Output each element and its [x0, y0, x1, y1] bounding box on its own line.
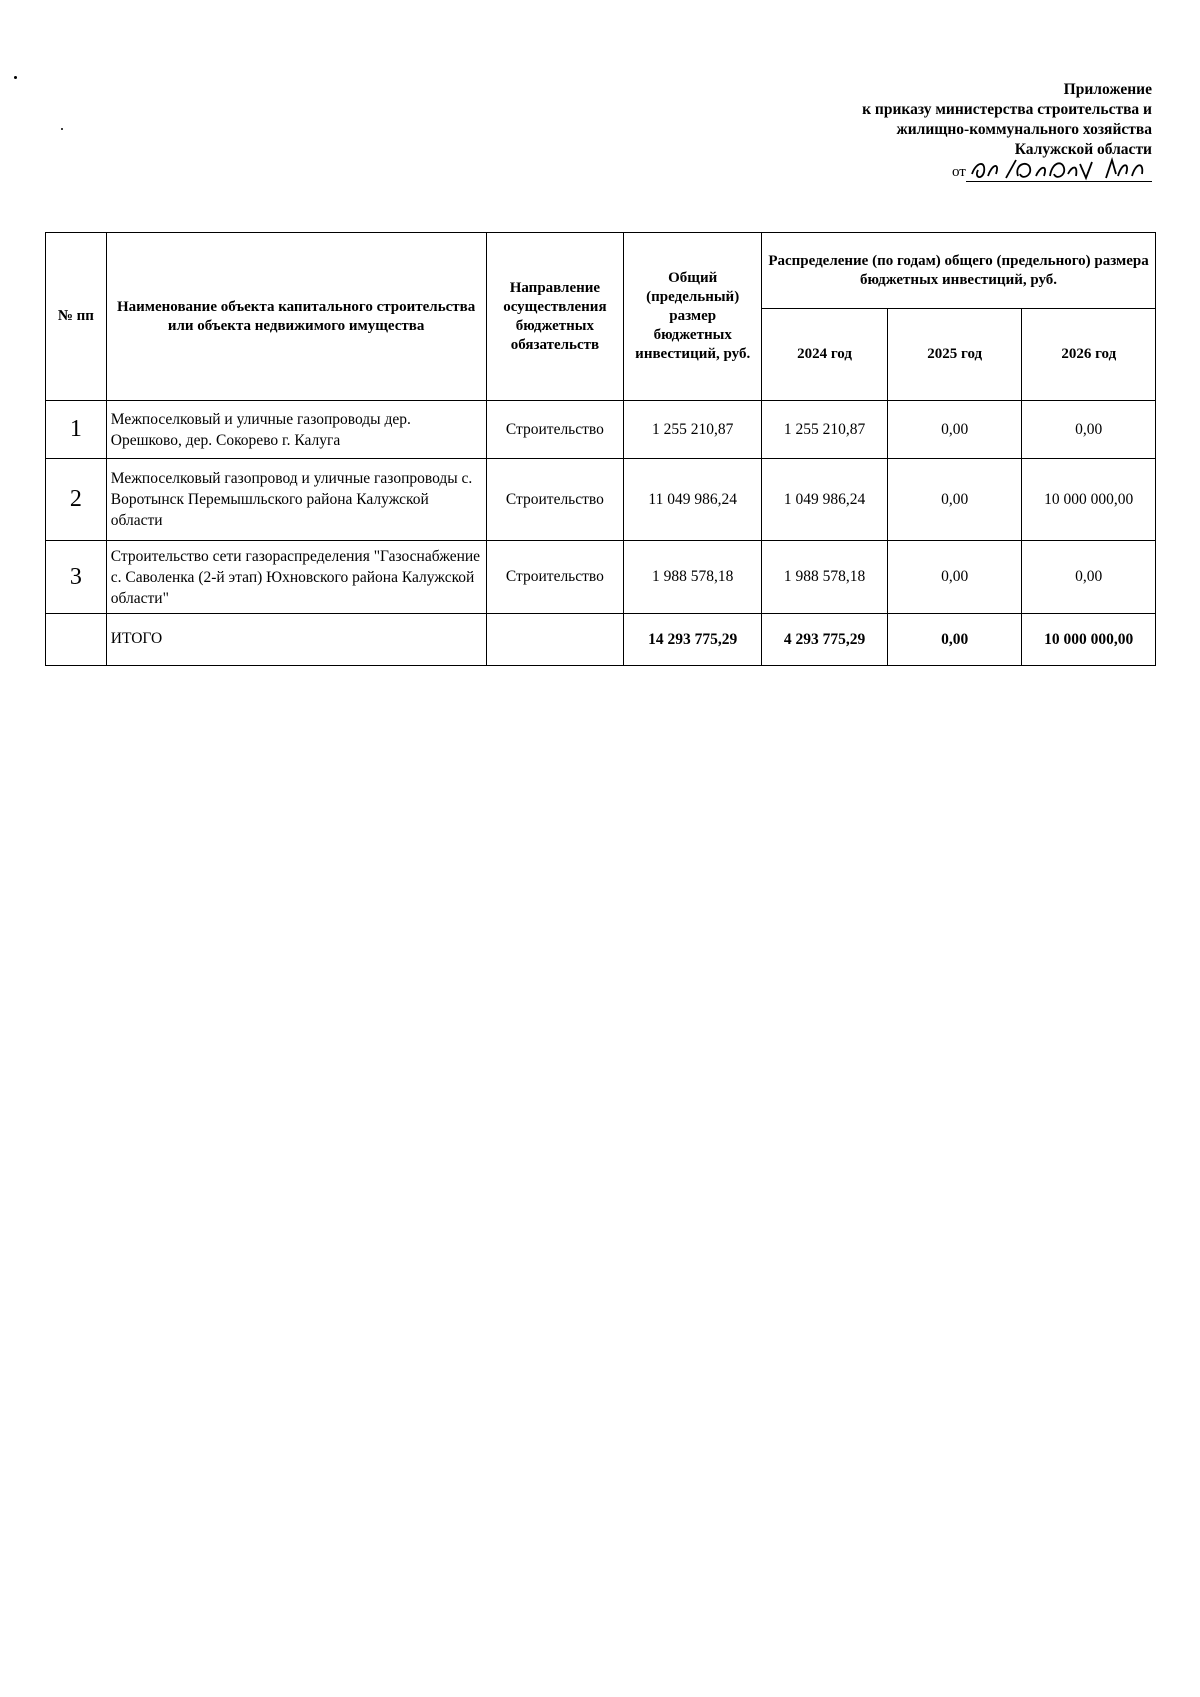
row-number: 3: [46, 541, 107, 614]
date-signature-line: [952, 160, 1152, 186]
col-header-num: № пп: [46, 233, 107, 401]
col-header-2024: 2024 год: [762, 309, 888, 401]
totals-total: 14 293 775,29: [624, 614, 762, 666]
year-2026-cell: 0,00: [1022, 541, 1156, 614]
total-cell: 11 049 986,24: [624, 459, 762, 541]
direction-cell: Строительство: [486, 541, 624, 614]
direction-cell: Строительство: [486, 459, 624, 541]
header-line-order: к приказу министерства строительства и: [862, 101, 1152, 118]
handwritten-date-signature: [966, 154, 1152, 184]
totals-empty-direction: [486, 614, 624, 666]
object-name: Строительство сети газораспределения "Газоснабжение с. Саволенка (2-й этап) Юхновского района Калужской области": [106, 541, 486, 614]
totals-empty-num: [46, 614, 107, 666]
year-2025-cell: 0,00: [887, 459, 1022, 541]
direction-cell: Строительство: [486, 401, 624, 459]
col-header-direction: Направление осуществления бюджетных обязательств: [486, 233, 624, 401]
header-title: Приложение: [1063, 81, 1152, 98]
col-header-2026: 2026 год: [1022, 309, 1156, 401]
year-2025-cell: 0,00: [887, 401, 1022, 459]
totals-label: ИТОГО: [106, 614, 486, 666]
total-cell: 1 255 210,87: [624, 401, 762, 459]
totals-row: [46, 614, 1156, 666]
col-header-distribution: Распределение (по годам) общего (предельного) размера бюджетных инвестиций, руб.: [762, 233, 1156, 309]
object-name: Межпоселковый и уличные газопроводы дер. Орешково, дер. Сокорево г. Калуга: [106, 401, 486, 459]
scan-speck: [14, 76, 17, 79]
table-row: [46, 459, 1156, 541]
year-2026-cell: 10 000 000,00: [1022, 459, 1156, 541]
header-row: [46, 233, 1156, 309]
date-prefix: от: [952, 164, 966, 180]
year-2024-cell: 1 049 986,24: [762, 459, 888, 541]
table-row: [46, 401, 1156, 459]
header-line-region: Калужской области: [1014, 141, 1152, 158]
appendix-header: [592, 80, 1152, 192]
table-row: [46, 541, 1156, 614]
totals-2024: 4 293 775,29: [762, 614, 888, 666]
row-number: 1: [46, 401, 107, 459]
col-header-total: Общий (предельный) размер бюджетных инвестиций, руб.: [624, 233, 762, 401]
year-2026-cell: 0,00: [1022, 401, 1156, 459]
budget-investments-table: [45, 232, 1156, 666]
object-name: Межпоселковый газопровод и уличные газопроводы с. Воротынск Перемышльского района Калужской области: [106, 459, 486, 541]
year-2025-cell: 0,00: [887, 541, 1022, 614]
year-2024-cell: 1 255 210,87: [762, 401, 888, 459]
col-header-2025: 2025 год: [887, 309, 1022, 401]
col-header-name: Наименование объекта капитального строительства или объекта недвижимого имущества: [106, 233, 486, 401]
totals-2025: 0,00: [887, 614, 1022, 666]
scan-speck: [61, 128, 63, 130]
row-number: 2: [46, 459, 107, 541]
year-2024-cell: 1 988 578,18: [762, 541, 888, 614]
header-line-ministry: жилищно-коммунального хозяйства: [896, 121, 1152, 138]
total-cell: 1 988 578,18: [624, 541, 762, 614]
totals-2026: 10 000 000,00: [1022, 614, 1156, 666]
